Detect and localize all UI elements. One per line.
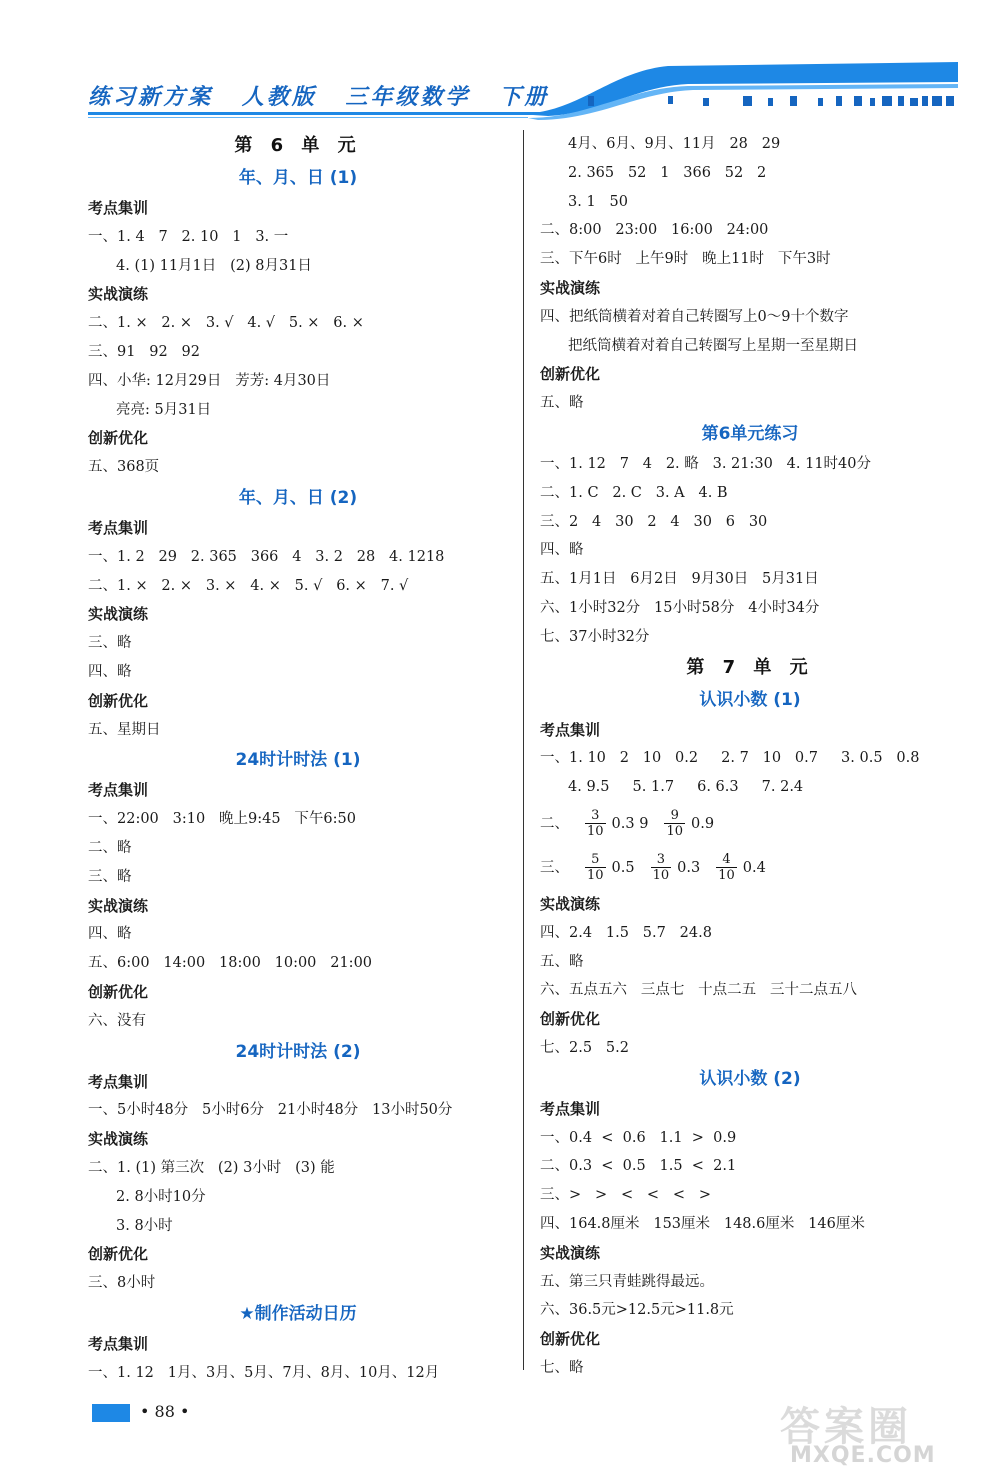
answer-line: 二、略: [88, 839, 132, 856]
section-heading: 创新优化: [88, 429, 149, 448]
watermark-logo: 答案圈: [780, 1403, 912, 1450]
answer-line: 二、1. × 2. × 3. √ 4. √ 5. × 6. ×: [88, 315, 364, 332]
answer-line: 一、0.4 < 0.6 1.1 > 0.9: [540, 1129, 737, 1146]
answer-line: 四、164.8厘米 153厘米 148.6厘米 146厘米: [540, 1215, 865, 1232]
section-heading: 考点集训: [88, 518, 149, 537]
fraction-numerator: 3: [651, 852, 672, 868]
fraction-numerator: 3: [585, 808, 606, 824]
answer-line: 三、略: [88, 635, 132, 652]
answer-line: 二、1. (1) 第三次 (2) 3小时 (3) 能: [88, 1159, 335, 1176]
section-heading: 考点集训: [88, 1072, 149, 1091]
answer-line: 六、36.5元>12.5元>11.8元: [540, 1302, 734, 1319]
answer-line: 一、1. 2 29 2. 365 366 4 3. 2 28 4. 1218: [88, 548, 445, 565]
section-heading: 实战演练: [540, 278, 601, 297]
answer-line: 三、下午6时 上午9时 晚上11时 下午3时: [540, 251, 831, 268]
answer-line: 二、0.3 < 0.5 1.5 < 2.1: [540, 1158, 737, 1175]
left-column: [88, 130, 508, 1387]
answer-line: 六、五点五六 三点七 十点二五 三十二点五八: [540, 982, 857, 999]
edition-label: 人教版: [241, 84, 317, 110]
header-rule-thin: [88, 117, 528, 118]
answer-line: 四、略: [88, 926, 132, 943]
fraction: [664, 808, 685, 839]
answer-line-continued: 2. 365 52 1 366 52 2: [568, 164, 767, 181]
section-heading: 考点集训: [88, 781, 149, 800]
fraction-numerator: 4: [716, 852, 737, 868]
lesson-title: 年、月、日 (2): [238, 487, 358, 508]
series-name: 练习新方案: [88, 84, 214, 110]
answer-line: 一、1. 12 1月、3月、5月、7月、8月、10月、12月: [88, 1364, 440, 1381]
answer-line: 二、1. × 2. × 3. × 4. × 5. √ 6. × 7. √: [88, 577, 409, 594]
answer-text: 0.5: [611, 859, 635, 876]
section-heading: 考点集训: [540, 720, 601, 739]
answer-line-continued: 4. (1) 11月1日 (2) 8月31日: [116, 257, 312, 274]
answer-line-continued: 4. 9.5 5. 1.7 6. 6.3 7. 2.4: [568, 779, 804, 796]
section-heading: 创新优化: [540, 365, 601, 384]
header-title: [88, 80, 567, 111]
answer-line-continued: 4月、6月、9月、11月 28 29: [568, 136, 781, 152]
section-heading: 考点集训: [540, 1099, 601, 1118]
header-decoration: [518, 52, 958, 122]
section-heading: 考点集训: [88, 1334, 149, 1353]
fraction-numerator: 5: [585, 852, 606, 868]
answer-line-continued: 2. 8小时10分: [116, 1188, 206, 1205]
fraction: [585, 808, 606, 839]
answer-line-continued: 亮亮: 5月31日: [116, 401, 212, 418]
answer-text: 三、: [540, 859, 569, 876]
unit-title: 第 7 单 元: [686, 656, 814, 678]
page-header: [88, 70, 958, 120]
fraction-denominator: 10: [587, 824, 604, 840]
answer-line-continued: 把纸筒横着对着自己转圈写上星期一至星期日: [568, 337, 858, 354]
lesson-title: 年、月、日 (1): [238, 168, 358, 188]
section-heading: 创新优化: [540, 1330, 601, 1349]
answer-line: 七、37小时32分: [540, 628, 650, 645]
section-heading: 实战演练: [540, 1243, 601, 1262]
fraction-denominator: 10: [718, 868, 735, 884]
lesson-title: 认识小数 (1): [699, 689, 801, 710]
answer-line: [540, 802, 960, 846]
answer-line: 三、2 4 30 2 4 30 6 30: [540, 513, 768, 530]
answer-line: 五、368页: [88, 459, 160, 476]
answer-line: 一、1. 12 7 4 2. 略 3. 21:30 4. 11时40分: [540, 455, 872, 472]
lesson-title: 认识小数 (2): [699, 1068, 801, 1089]
unit-title: 第 6 单 元: [234, 135, 362, 156]
column-divider: [523, 130, 524, 1370]
section-heading: 实战演练: [88, 605, 149, 624]
answer-line: 一、5小时48分 5小时6分 21小时48分 13小时50分: [88, 1102, 453, 1119]
section-heading: 实战演练: [88, 285, 149, 304]
volume-label: 下册: [499, 84, 550, 110]
answer-line: 四、小华: 12月29日 芳芳: 4月30日: [88, 372, 331, 389]
answer-line: 一、22:00 3:10 晚上9:45 下午6:50: [88, 811, 356, 828]
answer-line: 七、2.5 5.2: [540, 1039, 629, 1056]
section-heading: 实战演练: [540, 894, 601, 913]
answer-line: 一、1. 10 2 10 0.2 2. 7 10 0.7 3. 0.5 0.8: [540, 750, 920, 767]
fraction: [716, 852, 737, 883]
fraction: [651, 852, 672, 883]
answer-line: [540, 846, 960, 890]
answer-text: 二、: [540, 815, 569, 832]
answer-line: 三、略: [88, 868, 132, 885]
lesson-title: 24时计时法 (1): [235, 750, 361, 771]
answer-line: 四、略: [88, 663, 132, 680]
answer-line-continued: 3. 1 50: [568, 193, 628, 210]
lesson-title: 24时计时法 (2): [235, 1041, 361, 1062]
answer-line: 五、星期日: [88, 721, 161, 738]
answer-line: 七、略: [540, 1359, 584, 1376]
answer-line: 五、略: [540, 953, 584, 970]
answer-line: 六、没有: [88, 1012, 146, 1029]
answer-line: 五、第三只青蛙跳得最远。: [540, 1273, 714, 1290]
watermark-site: MXQE.COM: [790, 1443, 936, 1468]
answer-text: 0.3 9: [611, 815, 649, 832]
lesson-title: ★制作活动日历: [239, 1303, 357, 1324]
section-heading: 实战演练: [88, 896, 149, 915]
fraction: [585, 852, 606, 883]
answer-line-continued: 3. 8小时: [116, 1217, 173, 1234]
watermark: [780, 1395, 980, 1475]
answer-line: 四、2.4 1.5 5.7 24.8: [540, 924, 712, 941]
section-heading: 考点集训: [88, 199, 149, 217]
section-heading: 创新优化: [88, 691, 149, 710]
footer-bar: [92, 1404, 130, 1422]
fraction-denominator: 10: [652, 868, 670, 884]
answer-text: 0.3: [677, 859, 701, 876]
section-heading: 实战演练: [88, 1130, 149, 1149]
answer-line: 五、1月1日 6月2日 9月30日 5月31日: [540, 571, 819, 588]
section-heading: 创新优化: [540, 1010, 601, 1029]
answer-line: 四、略: [540, 542, 584, 559]
answer-line: 三、91 92 92: [88, 343, 201, 360]
header-rule: [88, 112, 548, 115]
answer-line: 五、6:00 14:00 18:00 10:00 21:00: [88, 955, 373, 972]
section-heading: 创新优化: [88, 1245, 149, 1264]
answer-line: 一、1. 4 7 2. 10 1 3. 一: [88, 228, 289, 245]
answer-text: 0.4: [742, 859, 766, 876]
answer-line: 二、8:00 23:00 16:00 24:00: [540, 222, 769, 239]
section-heading: 创新优化: [88, 982, 149, 1001]
answer-text: 0.9: [691, 815, 715, 832]
answer-line: 六、1小时32分 15小时58分 4小时34分: [540, 599, 820, 616]
fraction-numerator: 9: [664, 808, 685, 824]
subject-label: 三年级数学: [345, 84, 471, 110]
answer-line: 五、略: [540, 395, 584, 412]
answer-line: 三、> > < < < >: [540, 1187, 712, 1204]
answer-line: 三、8小时: [88, 1275, 156, 1292]
right-column: [540, 130, 960, 1383]
fraction-denominator: 10: [587, 868, 604, 884]
lesson-title: 第6单元练习: [701, 423, 799, 444]
answer-line: 二、1. C 2. C 3. A 4. B: [540, 484, 728, 501]
fraction-denominator: 10: [666, 824, 683, 840]
page-number: • 88 •: [140, 1402, 190, 1421]
answer-line: 四、把纸筒横着对着自己转圈写上0～9十个数字: [540, 308, 849, 325]
